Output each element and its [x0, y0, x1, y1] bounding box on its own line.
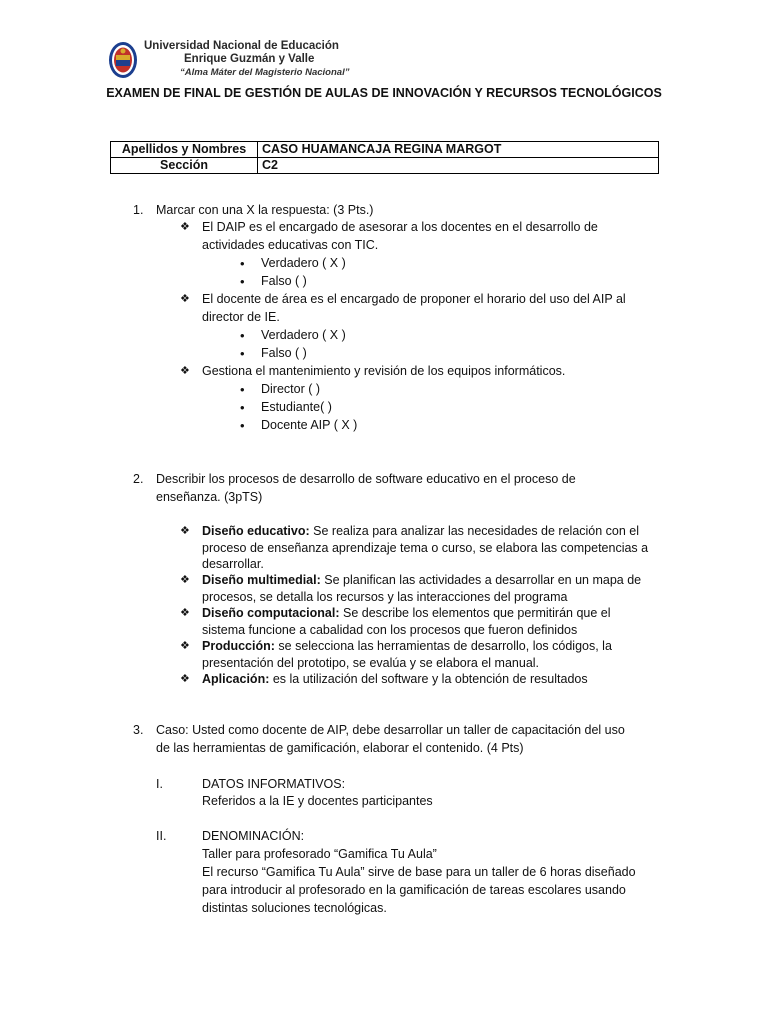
university-seal-icon: [108, 41, 138, 79]
question-text: de las herramientas de gamificación, elaborar el contenido. (4 Pts): [156, 741, 524, 755]
section-number: I.: [156, 777, 163, 791]
university-name-block: [144, 40, 349, 79]
answer-option: Verdadero ( X ): [261, 328, 346, 342]
section-line: Taller para profesorado “Gamifica Tu Aula”: [202, 847, 437, 861]
table-row: [111, 158, 659, 174]
process-line: proceso de enseñanza aprendizaje tema o curso, se elabora las competencias a: [202, 541, 649, 555]
bullet-icon: •: [240, 256, 245, 271]
answer-option: Verdadero ( X ): [261, 256, 346, 270]
diamond-bullet-icon: ❖: [180, 221, 190, 233]
diamond-bullet-icon: ❖: [180, 574, 190, 586]
table-row: [111, 142, 659, 158]
answer-option: Estudiante( ): [261, 400, 332, 414]
question-text: Describir los procesos de desarrollo de software educativo en el proceso de: [156, 472, 576, 486]
question-number: 2.: [133, 472, 144, 486]
process-line: presentación del prototipo, se evalúa y se elabora el manual.: [202, 656, 540, 670]
exam-title: EXAMEN DE FINAL DE GESTIÓN DE AULAS DE INNOVACIÓN Y RECURSOS TECNOLÓGICOS: [106, 86, 662, 100]
answer-option: Director ( ): [261, 382, 321, 396]
section-line: Referidos a la IE y docentes participantes: [202, 794, 433, 808]
process-line: [202, 638, 612, 655]
university-name: Universidad Nacional de Educación: [144, 40, 339, 52]
process-line: [202, 671, 588, 688]
diamond-bullet-icon: ❖: [180, 640, 190, 652]
answer-option: Falso ( ): [261, 274, 307, 288]
diamond-bullet-icon: ❖: [180, 525, 190, 537]
process-line: sistema funcione a cabalidad con los procesos que fueron definidos: [202, 623, 578, 637]
section-number: II.: [156, 829, 167, 843]
diamond-bullet-icon: ❖: [180, 607, 190, 619]
process-text: es la utilización del software y la obtención de resultados: [269, 672, 588, 686]
bullet-icon: •: [240, 274, 245, 289]
process-text: se selecciona las herramientas de desarrollo, los códigos, la: [274, 639, 612, 653]
diamond-bullet-icon: ❖: [180, 365, 190, 377]
process-text: Se realiza para analizar las necesidades de relación con el: [309, 524, 640, 538]
info-label: Apellidos y Nombres: [111, 142, 258, 158]
process-line: [202, 605, 611, 622]
question-text: Marcar con una X la respuesta: (3 Pts.): [156, 203, 374, 217]
bullet-icon: •: [240, 328, 245, 343]
section-heading: DATOS INFORMATIVOS:: [202, 777, 346, 791]
question-text: enseñanza. (3pTS): [156, 490, 263, 504]
process-term: Producción:: [202, 639, 275, 653]
section-line: distintas soluciones tecnológicas.: [202, 901, 387, 915]
statement-line: El DAIP es el encargado de asesorar a los docentes en el desarrollo de: [202, 220, 598, 234]
statement-line: actividades educativas con TIC.: [202, 238, 379, 252]
university-header: [108, 40, 349, 79]
process-text: Se planifican las actividades a desarrollar en un mapa de: [320, 573, 642, 587]
section-line: El recurso “Gamifica Tu Aula” sirve de base para un taller de 6 horas diseñado: [202, 865, 636, 879]
university-motto: “Alma Máter del Magisterio Nacional”: [180, 67, 350, 78]
diamond-bullet-icon: ❖: [180, 673, 190, 685]
process-line: procesos, se detalla los recursos y las interacciones del programa: [202, 590, 568, 604]
bullet-icon: •: [240, 418, 245, 433]
process-line: desarrollar.: [202, 557, 264, 571]
bullet-icon: •: [240, 382, 245, 397]
process-line: [202, 523, 639, 540]
diamond-bullet-icon: ❖: [180, 293, 190, 305]
bullet-icon: •: [240, 400, 245, 415]
section-heading: DENOMINACIÓN:: [202, 829, 305, 843]
process-term: Diseño computacional:: [202, 606, 340, 620]
statement-line: El docente de área es el encargado de proponer el horario del uso del AIP al: [202, 292, 626, 306]
bullet-icon: •: [240, 346, 245, 361]
question-number: 1.: [133, 203, 144, 217]
section-line: para introducir al profesorado en la gamificación de tareas escolares usando: [202, 883, 626, 897]
info-value: CASO HUAMANCAJA REGINA MARGOT: [258, 142, 659, 158]
answer-option: Docente AIP ( X ): [261, 418, 358, 432]
university-subname: Enrique Guzmán y Valle: [184, 53, 315, 65]
statement-line: Gestiona el mantenimiento y revisión de los equipos informáticos.: [202, 364, 566, 378]
process-term: Diseño multimedial:: [202, 573, 321, 587]
student-info-table: [110, 141, 659, 174]
info-value: C2: [258, 158, 659, 174]
statement-line: director de IE.: [202, 310, 280, 324]
process-term: Diseño educativo:: [202, 524, 310, 538]
process-line: [202, 572, 641, 589]
question-text: Caso: Usted como docente de AIP, debe desarrollar un taller de capacitación del uso: [156, 723, 625, 737]
question-number: 3.: [133, 723, 144, 737]
process-text: Se describe los elementos que permitirán que el: [339, 606, 611, 620]
process-term: Aplicación:: [202, 672, 270, 686]
info-label: Sección: [111, 158, 258, 174]
answer-option: Falso ( ): [261, 346, 307, 360]
